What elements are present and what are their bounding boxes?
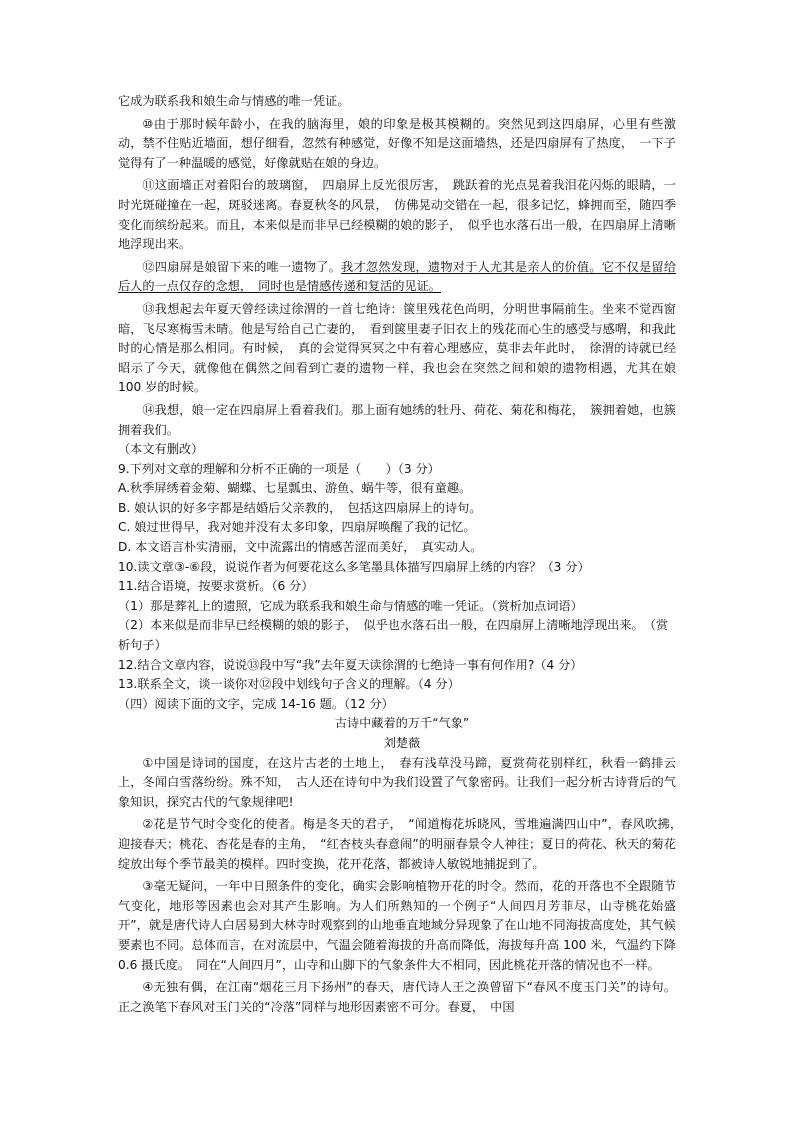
article-title: 古诗中藏着的万千“气象” — [334, 716, 470, 731]
question-13: 13.联系全文，谈一谈你对⑫段中划线句子含义的理解。（4 分） — [118, 677, 460, 692]
question-10: 10.读文章③-⑥段，说说作者为何要花这么多笔墨具体描写四扇屏上绣的内容？（3 分） — [118, 559, 590, 574]
article-author: 刘楚薇 — [383, 736, 421, 750]
essay-paragraph-14: ⑭我想，娘一定在四扇屏上看着我们。那上面有她绣的牡丹、荷花、菊花和梅花， 簇拥着她，也簇拥着我们。 — [118, 402, 676, 437]
question-9-option-c: C. 娘过世得早，我对她并没有太多印象，四扇屏唤醒了我的记忆。 — [118, 520, 476, 535]
question-9: 9.下列对文章的理解和分析不正确的一项是（ ）（3 分） — [118, 461, 440, 476]
section-4-heading: （四）阅读下面的文字，完成 14-16 题。（12 分） — [118, 696, 394, 711]
essay-paragraph-11: ⑪这面墙正对着阳台的玻璃窗， 四扇屏上反光很厉害， 跳跃着的光点晃着我泪花闪烁的眼睛，一时光斑碰撞在一起，斑驳迷离。春夏秋冬的风景， 仿佛晃动交错在一起，很多记忆，蜂拥而至，随四季变化而缤纷起来。而且，本来似是而非早已经模糊的娘的影子， 似乎也水落石出一般，在四扇屏上清晰地浮现出来。 — [118, 178, 676, 252]
essay-note: （本文有删改） — [118, 442, 204, 457]
essay-paragraph-10: ⑩由于那时候年龄小，在我的脑海里，娘的印象是极其模糊的。突然见到这四扇屏，心里有些激动，禁不住贴近墙面，想仔细看，忽然有种感觉，好像不知是这面墙热，还是四扇屏有了热度， 一下子觉得有了一种温暖的感觉，好像就贴在娘的身边。 — [118, 116, 676, 170]
article-paragraph-2: ②花是节气时令变化的使者。梅是冬天的君子， “闻道梅花坼晓风，雪堆遍满四山中”，春风吹拂， 迎接春天；桃花、杏花是春的主角， “红杏枝头春意闹”的明丽春景令人神往；夏日的荷花、秋天的菊花绽放出每个季节最美的模样。四时变换，花开花落，都被诗人敏锐地捕捉到了。 — [118, 817, 689, 871]
question-11-part-2: （2）本来似是而非早已经模糊的娘的影子， 似乎也水落石出一般，在四扇屏上清晰地浮现出来。 （赏析句子） — [118, 618, 669, 653]
article-paragraph-3: ③毫无疑问，一年中日照条件的变化，确实会影响植物开花的时令。然而，花的开落也不全跟随节气变化，地形等因素也会对其产生影响。为人们所熟知的一个例子“人间四月芳菲尽，山寺桃花始盛开”，就是唐代诗人白居易到大林寺时观察到的山地垂直地域分异现象了在山地不同海拔高度处，其气候要素也不同。总体而言，在对流层中，气温会随着海拔的升高而降低，海拔每升高 100 米，气温约下降 0.6 摄氏度。 同在“人间四月”，山寺和山脚下的气象条件大不相同，因此桃花开落的情况也不一样。 — [118, 879, 676, 972]
question-9-option-b: B. 娘认识的好多字都是结婚后父亲教的， 包括这四扇屏上的诗句。 — [118, 500, 482, 515]
question-9-option-a: A.秋季屏绣着金菊、蝴蝶、七星瓢虫、游鱼、蜗牛等，很有童趣。 — [118, 481, 472, 496]
document-page — [118, 92, 689, 1017]
essay-paragraph-12 — [118, 258, 676, 297]
essay-paragraph-continued: 它成为联系我和娘生命与情感的唯一凭证。 — [118, 94, 350, 108]
paragraph-12-lead: ⑫四扇屏是娘留下来的唯一遗物了。 — [142, 259, 342, 274]
article-paragraph-4: ④无独有偶，在江南“烟花三月下扬州”的春天，唐代诗人王之涣曾留下“春风不度玉门关”的诗句。正之涣笔下春风对玉门关的“冷落”同样与地形因素密不可分。春夏， 中国 — [118, 980, 676, 1014]
question-9-option-d: D. 本文语言朴实清丽，文中流露出的情感苦涩而美好， 真实动人。 — [118, 540, 483, 555]
question-12: 12.结合文章内容，说说⑬段中写“我”去年夏天读徐渭的七绝诗一事有何作用?（4 分） — [118, 657, 583, 672]
article-paragraph-1: ①中国是诗词的国度，在这片古老的土地上， 春有浅草没马蹄，夏赏荷花别样红，秋看一鹤排云上，冬闻白雪落纷纷。殊不知， 古人还在诗句中为我们设置了气象密码。让我们一起分析古诗背后的气象知识，探究古代的气象规律吧! — [118, 755, 676, 809]
essay-paragraph-13: ⑬我想起去年夏天曾经读过徐渭的一首七绝诗：箧里残花色尚明，分明世事隔前生。坐来不觉西窗暗，飞尽寒梅雪未晴。他是写给自己亡妻的， 看到箧里妻子旧衣上的残花而心生的感受与感喟，和我此时的心情是那么相同。有时候， 真的会觉得冥冥之中有着心理感应，莫非去年此时， 徐渭的诗就已经昭示了今天，就像他在偶然之间看到亡妻的遗物一样，我也会在突然之间和娘的遗物相遇，尤其在娘 100 岁的时候。 — [118, 301, 676, 395]
question-11-part-1: （1）那是葬礼上的遗照，它成为联系我和娘生命与情感的唯一凭证。（赏析加点词语） — [118, 598, 583, 613]
question-11: 11.结合语境，按要求赏析。（6 分） — [118, 579, 314, 594]
underlined-sentence: 我才忽然发现，遗物对于人尤其是亲人的价值。它不仅是留给后人的一点仅存的念想， 同时也是情感传递和复活的见证。 — [118, 259, 677, 294]
